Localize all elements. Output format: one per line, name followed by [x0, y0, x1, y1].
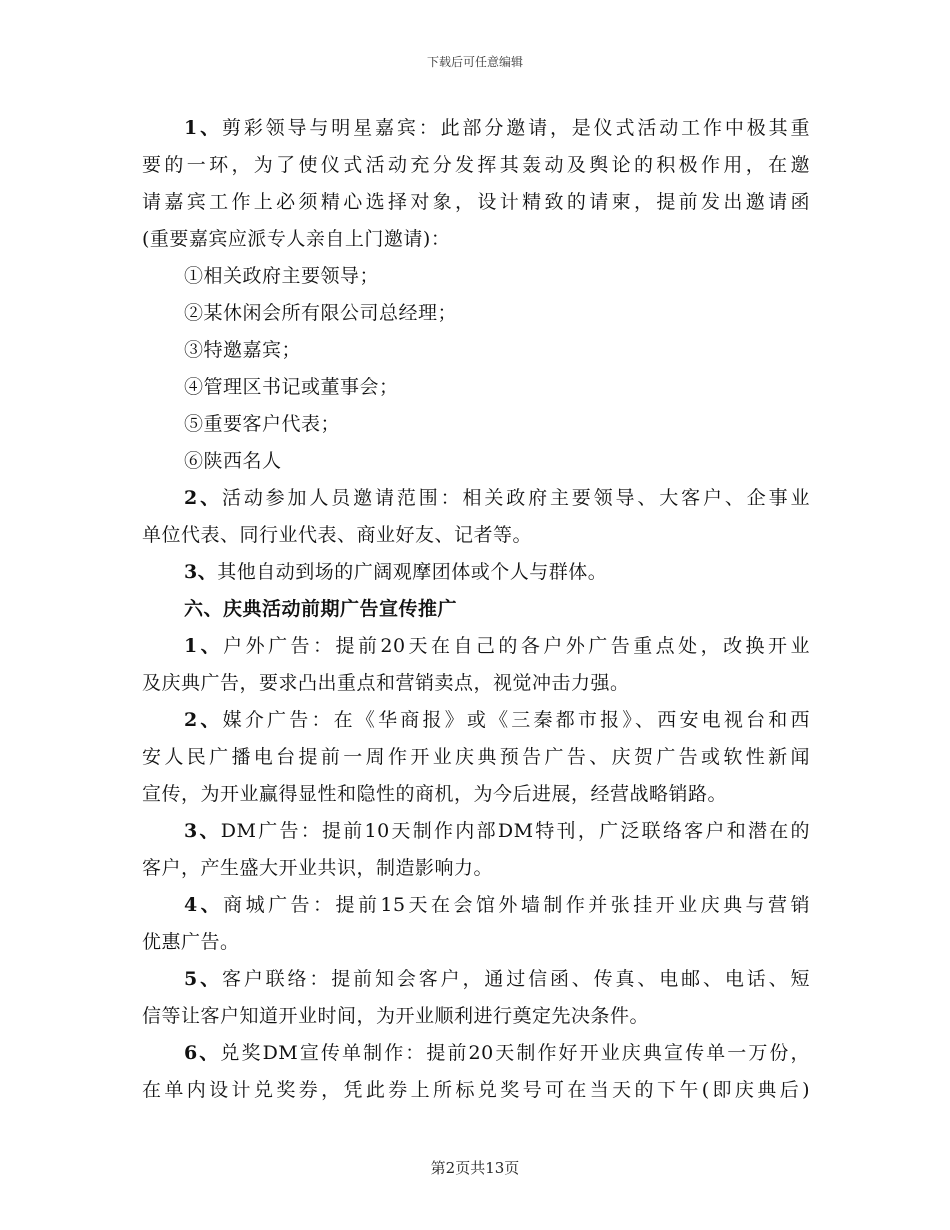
line-text: 其他自动到场的广阔观摩团体或个人与群体。 — [217, 561, 608, 583]
text-line — [142, 221, 810, 258]
line-text: 单位代表、同行业代表、商业好友、记者等。 — [142, 524, 533, 546]
text-line — [142, 110, 810, 147]
text-line — [142, 702, 810, 739]
line-text: 户外广告：提前20天在自己的各户外广告重点处，改换开业 — [223, 635, 810, 657]
line-text: 兑奖DM宣传单制作：提前20天制作好开业庆典宣传单一万份， — [220, 1042, 810, 1064]
line-text: 商城广告：提前15天在会馆外墙制作并张挂开业庆典与营销 — [223, 894, 810, 916]
line-lead: 3、 — [184, 561, 218, 583]
text-line — [142, 443, 810, 480]
line-text: (重要嘉宾应派专人亲自上门邀请)： — [142, 228, 451, 250]
line-text: 在单内设计兑奖券，凭此券上所标兑奖号可在当天的下午(即庆典后) — [142, 1079, 810, 1101]
line-text: 媒介广告：在《华商报》或《三秦都市报》、西安电视台和西 — [222, 709, 810, 731]
line-text: DM广告：提前10天制作内部DM特刊，广泛联络客户和潜在的 — [220, 820, 810, 842]
line-lead: 6、 — [184, 1042, 221, 1064]
text-line — [142, 554, 810, 591]
line-lead: 5、 — [184, 968, 222, 990]
text-line — [142, 295, 810, 332]
text-line — [142, 406, 810, 443]
text-line — [142, 184, 810, 221]
text-line — [142, 998, 810, 1035]
line-text: 剪彩领导与明星嘉宾：此部分邀请，是仪式活动工作中极其重 — [221, 117, 810, 139]
text-line — [142, 517, 810, 554]
line-text: 优惠广告。 — [142, 931, 240, 953]
line-text: ①相关政府主要领导； — [184, 265, 380, 287]
line-text: ③特邀嘉宾； — [184, 339, 302, 361]
line-lead: 4、 — [184, 894, 224, 916]
line-text: 客户联络：提前知会客户，通过信函、传真、电邮、电话、短 — [221, 968, 810, 990]
line-text: 请嘉宾工作上必须精心选择对象，设计精致的请柬，提前发出邀请函 — [142, 191, 810, 213]
text-line — [142, 776, 810, 813]
line-text: 及庆典广告，要求凸出重点和营销卖点，视觉冲击力强。 — [142, 672, 630, 694]
document-body — [142, 110, 810, 1109]
text-line — [142, 1072, 810, 1109]
text-line — [142, 591, 810, 628]
page-header: 下载后可任意编辑 — [426, 55, 523, 69]
page-footer: 第2页共13页 — [430, 1159, 520, 1177]
line-lead: 1、 — [184, 635, 224, 657]
line-lead: 2、 — [184, 487, 222, 509]
line-text: ④管理区书记或董事会； — [184, 376, 399, 398]
text-line — [142, 480, 810, 517]
line-text: ②某休闲会所有限公司总经理； — [184, 302, 458, 324]
line-text: 宣传，为开业赢得显性和隐性的商机，为今后进展，经营战略销路。 — [142, 783, 728, 805]
line-lead: 六、庆典活动前期广告宣传推广 — [184, 598, 458, 620]
text-line — [142, 1035, 810, 1072]
text-line — [142, 850, 810, 887]
text-line — [142, 369, 810, 406]
line-text: ⑤重要客户代表； — [184, 413, 341, 435]
line-lead: 1、 — [184, 117, 222, 139]
text-line — [142, 147, 810, 184]
line-lead: 2、 — [184, 709, 223, 731]
text-line — [142, 961, 810, 998]
line-text: 客户，产生盛大开业共识，制造影响力。 — [142, 857, 494, 879]
text-line — [142, 258, 810, 295]
text-line — [142, 332, 810, 369]
text-line — [142, 813, 810, 850]
line-lead: 3、 — [184, 820, 221, 842]
text-line — [142, 665, 810, 702]
line-text: 信等让客户知道开业时间，为开业顺利进行奠定先决条件。 — [142, 1005, 650, 1027]
text-line — [142, 739, 810, 776]
text-line — [142, 924, 810, 961]
line-text: 活动参加人员邀请范围：相关政府主要领导、大客户、企事业 — [221, 487, 810, 509]
line-text: 安人民广播电台提前一周作开业庆典预告广告、庆贺广告或软性新闻 — [142, 746, 810, 768]
text-line — [142, 628, 810, 665]
text-line — [142, 887, 810, 924]
line-text: ⑥陕西名人 — [184, 450, 282, 472]
line-text: 要的一环，为了使仪式活动充分发挥其轰动及舆论的积极作用，在邀 — [142, 154, 810, 176]
